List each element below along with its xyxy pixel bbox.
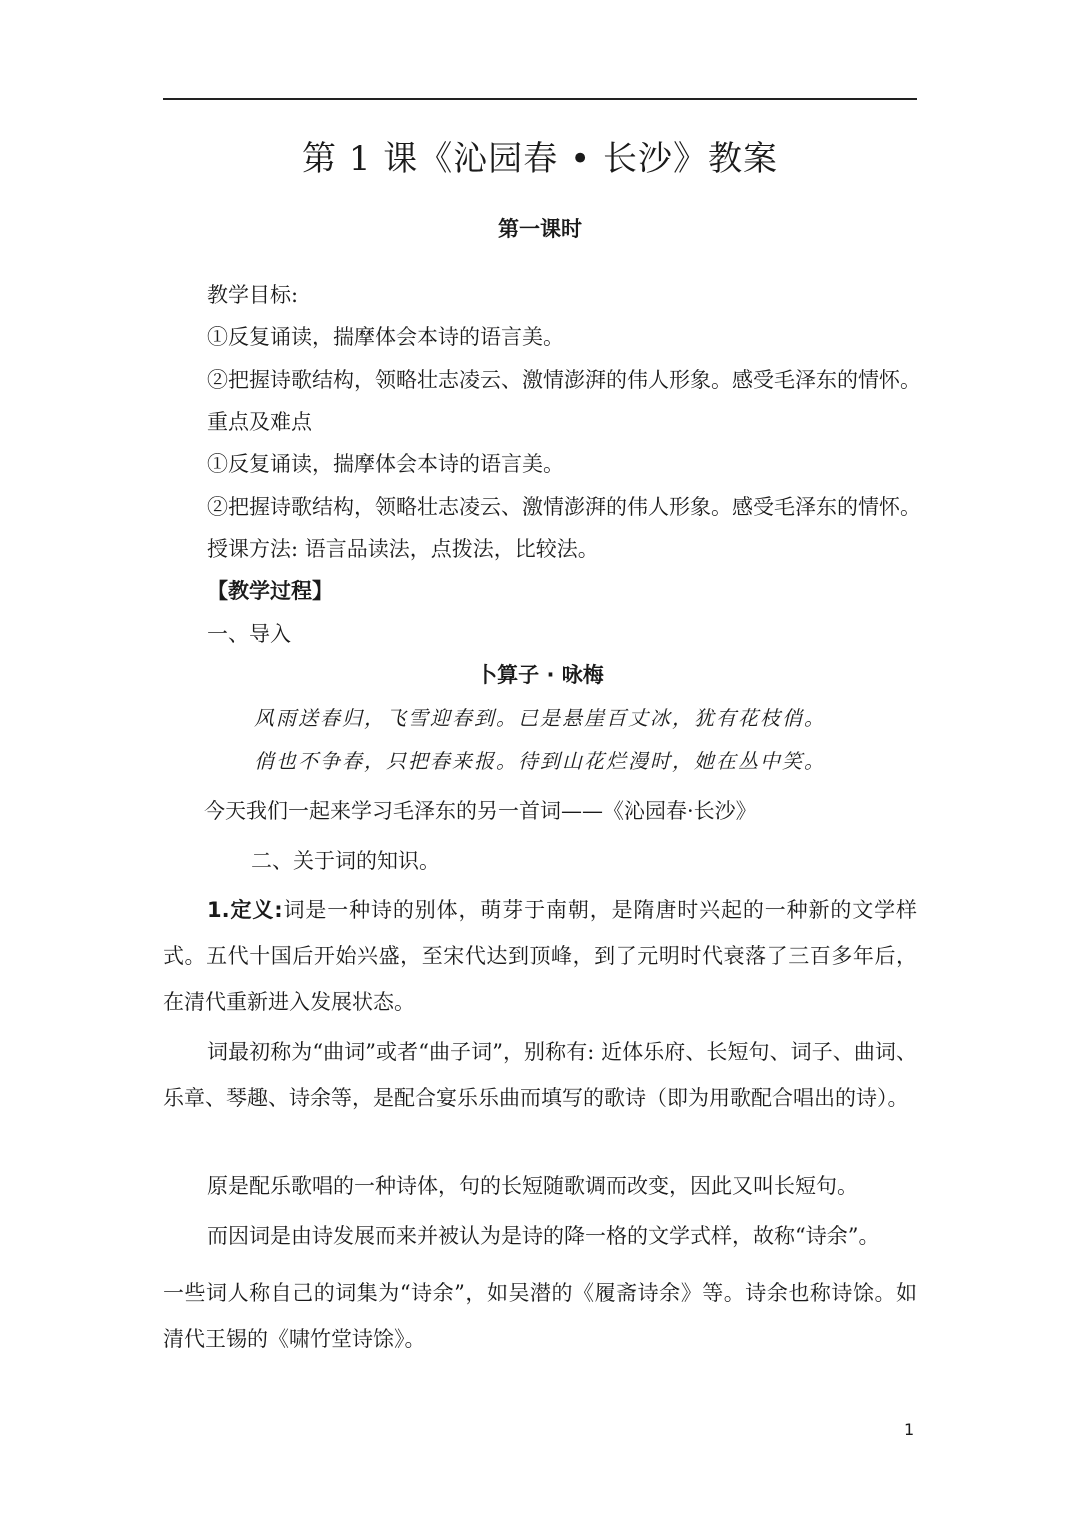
process-heading: 【教学过程】 <box>207 579 333 603</box>
shiyu-paragraph: 一些词人称自己的词集为“诗余”，如吴潜的《履斋诗余》等。诗余也称诗馀。如清代王锡的《啸竹堂诗馀》。 <box>163 1281 917 1351</box>
poem-line: 风雨送春归，飞雪迎春到。已是悬崖百丈冰，犹有花枝俏。 <box>254 706 826 730</box>
key-point-item: ①反复诵读，揣摩体会本诗的语言美。 <box>207 452 564 476</box>
key-points-heading: 重点及难点 <box>207 410 312 434</box>
poem-title: 卜算子 · 咏梅 <box>476 663 604 687</box>
names-paragraph: 词最初称为“曲词”或者“曲子词”，别称有: 近体乐府、长短句、词子、曲词、乐章、琴趣、诗余等，是配合宴乐乐曲而填写的歌诗（即为用歌配合唱出的诗）。 <box>163 1040 917 1110</box>
key-point-item: ②把握诗歌结构，领略壮志凌云、激情澎湃的伟人形象。感受毛泽东的情怀。 <box>207 495 921 519</box>
objective-item: ①反复诵读，揣摩体会本诗的语言美。 <box>207 325 564 349</box>
objective-item: ②把握诗歌结构，领略壮志凌云、激情澎湃的伟人形象。感受毛泽东的情怀。 <box>207 368 921 392</box>
shiyu-paragraph: 而因词是由诗发展而来并被认为是诗的降一格的文学式样，故称“诗余”。 <box>207 1224 880 1248</box>
header-rule <box>163 98 917 100</box>
poem-line: 俏也不争春，只把春来报。待到山花烂漫时，她在丛中笑。 <box>254 749 826 773</box>
definition-text: 词是一种诗的别体，萌芽于南朝，是隋唐时兴起的一种新的文学样式。五代十国后开始兴盛，至宋代达到顶峰，到了元明时代衰落了三百多年后，在清代重新进入发展状态。 <box>163 898 917 1014</box>
page-number: 1 <box>904 1420 915 1439</box>
lesson-subtitle: 第一课时 <box>498 217 582 241</box>
objectives-heading: 教学目标: <box>207 283 299 307</box>
intro-paragraph: 今天我们一起来学习毛泽东的另一首词——《沁园春·长沙》 <box>204 799 757 823</box>
definition-paragraph <box>163 887 917 1025</box>
section-heading-intro: 一、导入 <box>207 622 291 646</box>
definition-label: 1.定义: <box>207 898 283 922</box>
page-title: 第 1 课《沁园春 • 长沙》教案 <box>302 139 778 179</box>
section-heading-knowledge: 二、关于词的知识。 <box>251 849 440 873</box>
teaching-methods: 授课方法: 语言品读法，点拨法，比较法。 <box>207 537 599 561</box>
origin-paragraph: 原是配乐歌唱的一种诗体，句的长短随歌调而改变，因此又叫长短句。 <box>207 1174 858 1198</box>
